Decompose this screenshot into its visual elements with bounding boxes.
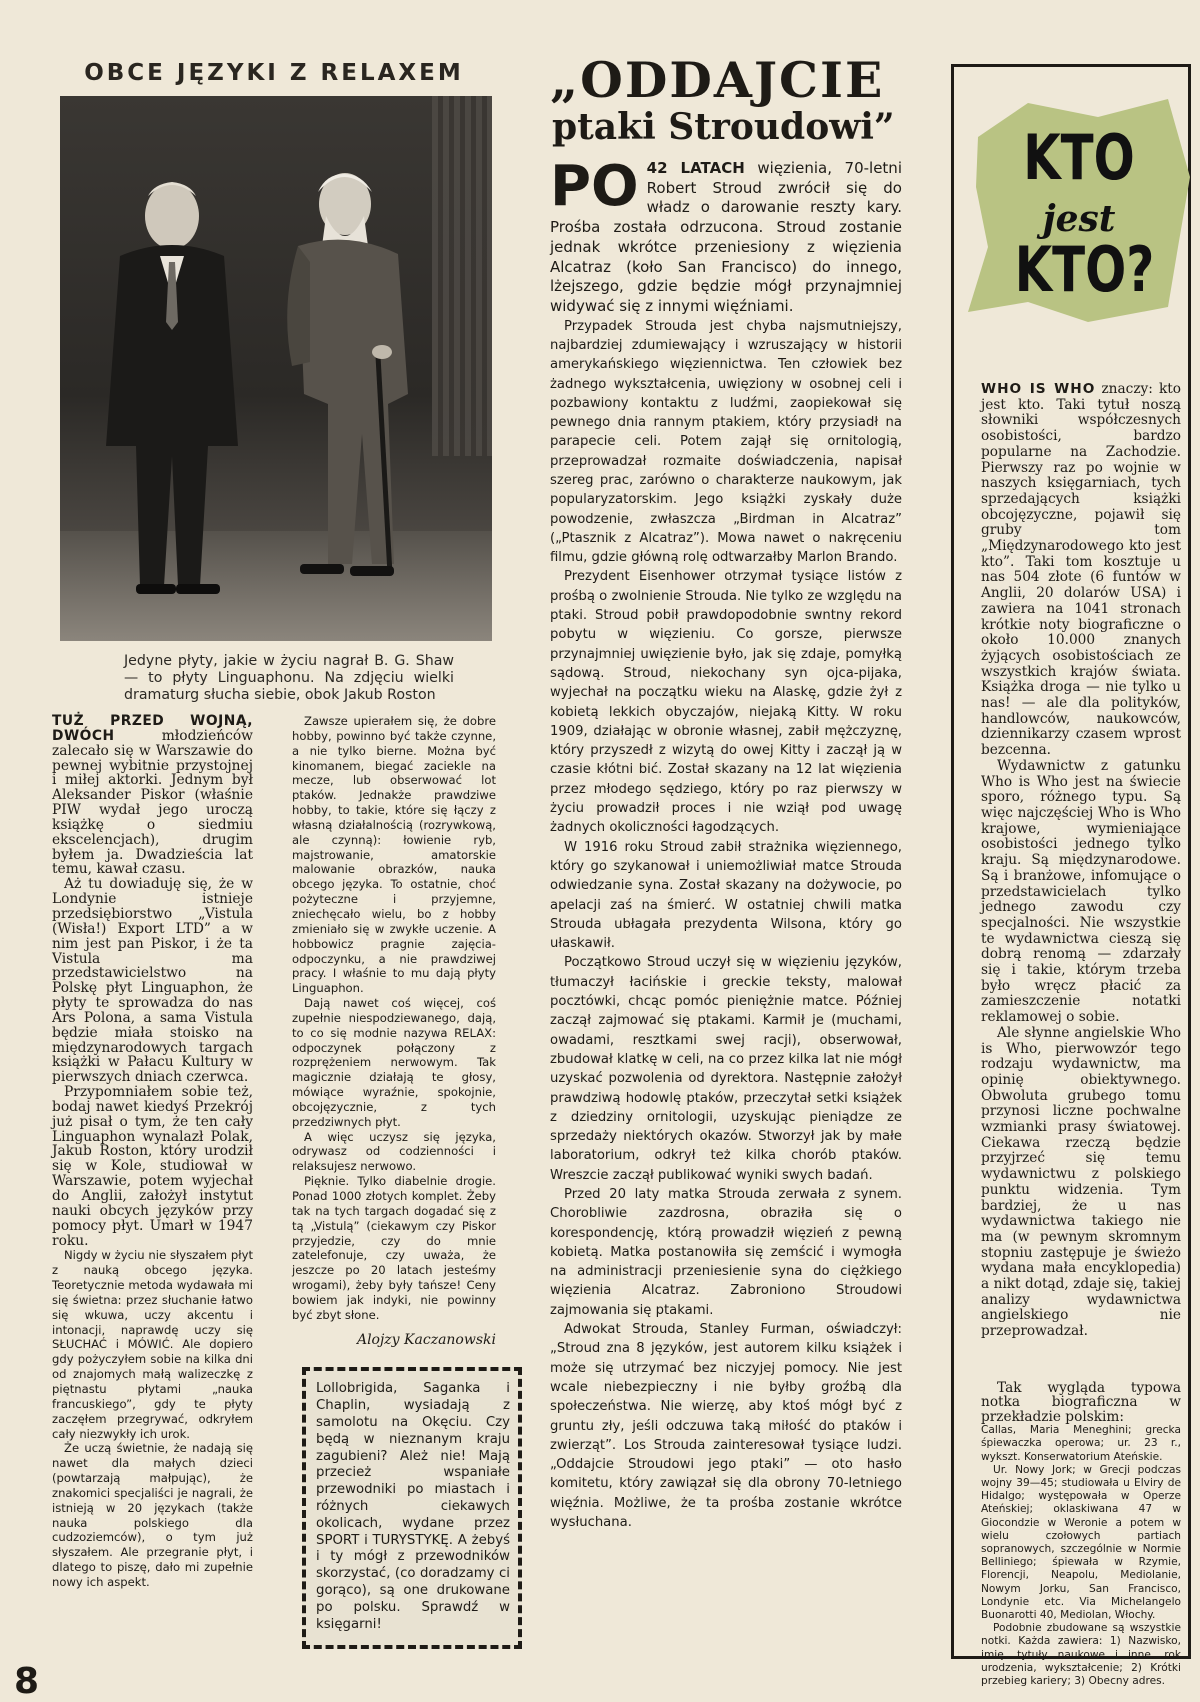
- page-number: 8: [14, 1661, 40, 1702]
- article-author: Alojzy Kaczanowski: [356, 1331, 496, 1348]
- article-paragraph: Prezydent Eisenhower otrzymał tysiące listów z prośbą o zwolnienie Strouda. Nie tylko ze względu na ptaki. Stroud pobił prawdopodobnie swntny rekord pobytu w więzieniu. Co gorsze, pierwsze przynajmniej uwięzienie było, jak się zdaje, pomyłką sądową. Stroud, niekochany syn ojca-pijaka, wyjechał na początku wieku na Alaskę, gdzie żył z kobietą lekkich obyczajów, niejaką Kitty. W roku 1909, działając w obronie własnej, zabił mężczyznę, który przyszedł z wizytą do owej Kitty i zaczął ją w czasie kłótni bić. Został skazany na 12 lat więzienia przez młodego sędziego, który po raz pierwszy w życiu prowadził proces i nie wziął pod uwagę żadnych okoliczności łagodzących.: [550, 569, 902, 836]
- lead-in: 42 LATACH: [646, 159, 745, 177]
- who-is-who-body: [981, 382, 1181, 1340]
- article-paragraph: WHO IS WHO znaczy: kto jest kto. Taki tytuł noszą słowniki współczesnych osobistości, bardzo popularne na Zachodzie. Pierwszy raz po wojnie w naszych księgarniach, tych sprzedających książki obcojęzyczne, pojawił się gruby tom „Międzynarodowego kto jest kto”. Taki tom kosztuje u nas 504 złote (6 funtów w Anglii, 20 dolarów USA) i zawiera na 1041 stronach krótkie noty biograficzne o około 10.000 znanych żyjących osobistościach ze wszystkich krajów świata. Książka droga — nie tylko u nas! — ale dla polityków, handlowców, naukowców, dziennikarzy czasem wprost bezcenna.: [981, 381, 1182, 759]
- left-article-column-b: [292, 714, 510, 1649]
- drop-cap: PO: [550, 154, 639, 219]
- left-article-column-a: [52, 714, 253, 1649]
- sample-bio-section: [981, 1381, 1181, 1688]
- stroud-article-body: [550, 154, 902, 1532]
- logo-kto-top: KTO: [1023, 121, 1135, 194]
- kto-jest-kto-logo: [968, 97, 1194, 377]
- lead-in: TUŻ PRZED WOJNĄ, DWÓCH: [52, 713, 253, 744]
- article-paragraph: PO 42 LATACH więzienia, 70-letni Robert Stroud zwrócił się do władz o darowanie reszty kary. Prośba została odrzucona. Stroud zostanie jednak wkrótce przeniesiony z więzienia Alcatraz (koło San Francisco) do innego, lżejszego, gdzie będzie mógł przynajmniej widywać się z innymi więźniami.: [550, 154, 902, 315]
- article-paragraph: Dają nawet coś więcej, coś zupełnie niespodziewanego, dają, to co się modnie nazywa RELAX: odpoczynek połączony z rozprężeniem nerwowym. Tak magicznie działają te głosy, mówiące wyraźnie, spokojnie, obcojęzycznie, z tych przedziwnych płyt.: [292, 996, 496, 1129]
- stroud-article: [550, 51, 902, 1532]
- bio-line: Ur. Nowy Jork; w Grecji podczas wojny 39—45; studiowała u Elviry de Hidalgo; występowała w Operze Ateńskiej; oklaskiwana 47 w Giocondzie w Weronie a potem w wielu czołowych partiach sopranowych, szczególnie w Normie Belliniego; śpiewała w Rzymie, Florencji, Neapolu, Mediolanie, Nowym Jorku, San Francisco, Londynie etc. Via Michelangelo Buonarotti 40, Mediolan, Włochy.: [981, 1463, 1181, 1622]
- article-paragraph: Przypomniałem sobie też, bodaj nawet kiedyś Przekrój już pisał o tym, że ten cały Linguaphon wynalazł Polak, Jakub Roston, który urodził się w Kole, studiował w Warszawie, potem wyjechał do Anglii, założył instytut nauki obcych języków przy pomocy płyt. Umarł w 1947 roku.: [52, 1084, 253, 1249]
- stroud-headline: „ODDAJCIE: [550, 51, 885, 109]
- bio-line: Callas, Maria Meneghini; grecka śpiewaczka operowa; ur. 23 r., wykszt. Konserwatorium Ateńskie.: [981, 1424, 1181, 1463]
- article-paragraph: Aż tu dowiaduję się, że w Londynie istnieje przedsiębiorstwo „Vistula (Wisła!) Export LTD” a w nim jest pan Piskor, i że ta Vistula ma przedstawicielstwo na Polskę płyt Linguaphon, że płyty te sprowadza do nas Ars Polona, a sama Vistula będzie miała stoisko na międzynarodowych targach książki w Pałacu Kultury w pierwszych dniach czerwca.: [52, 876, 253, 1086]
- article-paragraph: Ale słynne angielskie Who is Who, pierwowzór tego rodzaju wydawnictw, ma opinię obiektywnego. Obwoluta grubego tomu przynosi liczne pochwalne wzmianki prasy światowej. Ciekawa rzeczą będzie przyjrzeć się temu wydawnictwu z polskiego punktu widzenia. Tym bardziej, że u nas wydawnictwa takiego nie ma (w pewnym skromnym stopniu zastępuje je świeżo wydana mała encyklopedia) a nikt dotąd, zdaje się, takiej analizy wydawnictwa angielskiego nie przeprowadzał.: [981, 1024, 1181, 1340]
- article-paragraph: Zawsze upierałem się, że dobre hobby, powinno być także czynne, a nie tylko bierne. Można być kinomanem, biegać zaciekle na mecze, lub obserwować lot ptaków. Jednakże prawdziwe hobby, to takie, które się łączy z własną działalnością (rozrywkową, ale czynną): łowienie ryb, majstrowanie, amatorskie malowanie obrazków, nauka obcego języka. To ostatnie, choć pożyteczne i przyjemne, zniechęcało wielu, bo z hobby zmieniało się w zwykłe uczenie. A hobbowicz pragnie zajęcia-odpoczynku, a nie prawdziwej pracy. I właśnie to mu dają płyty Linguaphon.: [292, 714, 496, 996]
- article-paragraph: Adwokat Strouda, Stanley Furman, oświadczył: „Stroud zna 8 języków, jest autorem kilku książek i może się utrzymać bez niczyjej pomocy. Nie jest wcale niebezpieczny i nie byłby groźbą dla społeczeństwa. Nie wierzę, aby ktoś mógł być z gruntu zły, jeśli odczuwa taką miłość do ptaków i zwierząt”. Los Strouda zainteresował tysiące ludzi. „Oddajcie Stroudowi jego ptaki” — oto hasło komitetu, który zawiązał się dla obrony 70-letniego więźnia. Możliwe, że ta prośba zostanie wkrótce wysłuchana.: [550, 1322, 902, 1531]
- article-kicker: OBCE JĘZYKI Z RELAXEM: [84, 60, 464, 86]
- article-paragraph: Przed 20 laty matka Strouda zerwała z synem. Chorobliwie zazdrosna, obraziła się o korespondencję, którą prowadził więzień z pewną kobietą. Matka postanowiła się zemścić i wymogła na administracji przeniesienie syna do ciężkiego więzienia Alcatraz. Zabroniono Stroudowi zajmowania się ptakami.: [550, 1186, 902, 1318]
- figure-men: [60, 96, 492, 641]
- photo-shaw-and-roston: [60, 96, 492, 641]
- photo-caption: Jedyne płyty, jakie w życiu nagrał B. G. Shaw — to płyty Linguaphonu. Na zdjęciu wielki dramaturg słucha siebie, obok Jakub Roston: [124, 653, 454, 703]
- article-paragraph: W 1916 roku Stroud zabił strażnika więziennego, który go szykanował i uniemożliwiał matce Strouda odwiedzanie syna. Został skazany na dożywocie, po apelacji zaś na śmierć. W ostatniej chwili matka Strouda ubłagała prezydenta Wilsona, który go ułaskawił.: [550, 839, 902, 952]
- sample-bio: [981, 1424, 1181, 1688]
- article-paragraph: Pięknie. Tylko diabelnie drogie. Ponad 1000 złotych komplet. Żeby tak na tych targach dogadać się z tą „Vistulą” (ciekawym czy Piskor przyjedzie, czy do mnie zatelefonuje, czy uważa, że jeszcze po 20 latach jesteśmy wrogami), żeby były tańsze! Ceny bowiem jak indyki, nie powinny być zbyt słone.: [292, 1174, 496, 1322]
- logo-jest: jest: [1042, 198, 1116, 240]
- left-article: [52, 58, 510, 1649]
- article-paragraph: TUŻ PRZED WOJNĄ, DWÓCH młodzieńców zalecało się w Warszawie do pewnej wybitnie przystojnej i miłej aktorki. Jednym był Aleksander Piskor (właśnie PIW wydał jego uroczą książkę o siedmiu ekscelencjach), drugim byłem ja. Dwadzieścia lat temu, kawał czasu.: [52, 713, 253, 878]
- article-paragraph: Początkowo Stroud uczył się w więzieniu języków, tłumaczył łacińskie i greckie teksty, malował pocztówki, chcąc pomóc pieniężnie matce. Później zaczął zajmować się ptakami. Karmił je (muchami, owadami, resztkami swej racji), obserwował, zbudował klatkę w celi, na co przez kilka lat nie mógł uzyskać pozwolenia od dyrektora. Następnie założył prawdziwą hodowlę ptaków, przeczytał setki książek z dziedziny ornitologii, uzyskując pieniądze ze sprzedaży niektórych okazów. Stworzył jak by małe laboratorium, odkrył też kilka chorób ptaków. Wreszcie zaczął publikować wyniki swych badań.: [550, 955, 902, 1183]
- bio-summary: Podobnie zbudowane są wszystkie notki. Każda zawiera: 1) Nazwisko, imię, tytuły naukowe i inne, rok urodzenia, wykształcenie; 2) Krótki przebieg kariery; 3) Obecny adres.: [981, 1622, 1181, 1688]
- article-paragraph: Wydawnictw z gatunku Who is Who jest na świecie sporo, różnego typu. Są więc najczęściej Who is Who krajowe, wymieniające osobistości jednego tylko kraju. Są międzynarodowe. Są i branżowe, infomujące o przedstawicielach tylko jednego zawodu czy specjalności. Nie wszystkie te wydawnictwa cieszą się dobrą renomą — zdarzały się i takie, którym trzeba było wręcz płacić za zamieszczenie notatki reklamowej o sobie.: [981, 757, 1181, 1026]
- article-paragraph: Tak wygląda typowa notka biograficzna w przekładzie polskim:: [981, 1380, 1181, 1425]
- article-paragraph: Że uczą świetnie, że nadają się nawet dla małych dzieci (powtarzają małpując), że znakomici specjaliści je nagrali, że istnieją w 20 językach (także nauka polskiego dla cudzoziemców), o tym już słyszałem. Ale przegranie płyt, i dlatego to piszę, dało mi zupełnie nowy ich aspekt.: [52, 1441, 253, 1589]
- logo-kto-bottom: KTO?: [1014, 233, 1155, 306]
- lead-in: WHO IS WHO: [981, 381, 1096, 397]
- travel-guides-notice: Lollobrigida, Saganka i Chaplin, wysiadają z samolotu na Okęciu. Czy będą w nieznanym kraju zagubieni? Ależ nie! Mają przecież wspaniałe przewodniki po miastach i różnych ciekawych okolicach, wydane przez SPORT i TURYSTYKĘ. A żebyś i ty mógł z przewodników skorzystać, (co doradzamy ci gorąco), są one drukowane po polsku. Sprawdź w księgarni!: [302, 1367, 522, 1649]
- article-paragraph: Przypadek Strouda jest chyba najsmutniejszy, najbardziej zdumiewający i wzruszający w historii amerykańskiego więziennictwa. Ten człowiek bez żadnego wykształcenia, uwięziony w osobnej celi i pozbawiony kontaktu z ludźmi, zaopiekował się pewnego dnia rannym ptakiem, który przysiadł na parapecie celi. Potem zajął się ornitologią, przeprowadzał rozmaite doświadczenia, napisał szereg prac, zarówno o charakterze naukowym, jak popularyzatorskim. Jego książki zyskały duże powodzenie, zwłaszcza „Birdman in Alcatraz” („Ptasznik z Alcatraz”). Mowa nawet o nakręceniu filmu, gdzie główną rolę odtwarzałby Marlon Brando.: [550, 318, 902, 566]
- stroud-subheadline: ptaki Stroudowi”: [552, 106, 895, 148]
- left-article-columns: [52, 713, 510, 1649]
- who-is-who-box: [951, 64, 1191, 1688]
- article-paragraph: Nigdy w życiu nie słyszałem płyt z nauką obcego języka. Teoretycznie metoda wydawała mi się świetna: przez słuchanie łatwo się wkuwa, uczy akcentu i intonacji, naprawdę uczy się SŁUCHAĆ i MÓWIĆ. Ale dopiero gdy pożyczyłem sobie na kilka dni od znajomych małą walizeczkę z piętnastu płytami „nauka francuskiego”, gdy te płyty zaczęłem przegrywać, odkryłem cały niezwykły ich urok.: [52, 1248, 253, 1441]
- article-paragraph: A więc uczysz się języka, odrywasz od codzienności i relaksujesz nerwowo.: [292, 1129, 496, 1174]
